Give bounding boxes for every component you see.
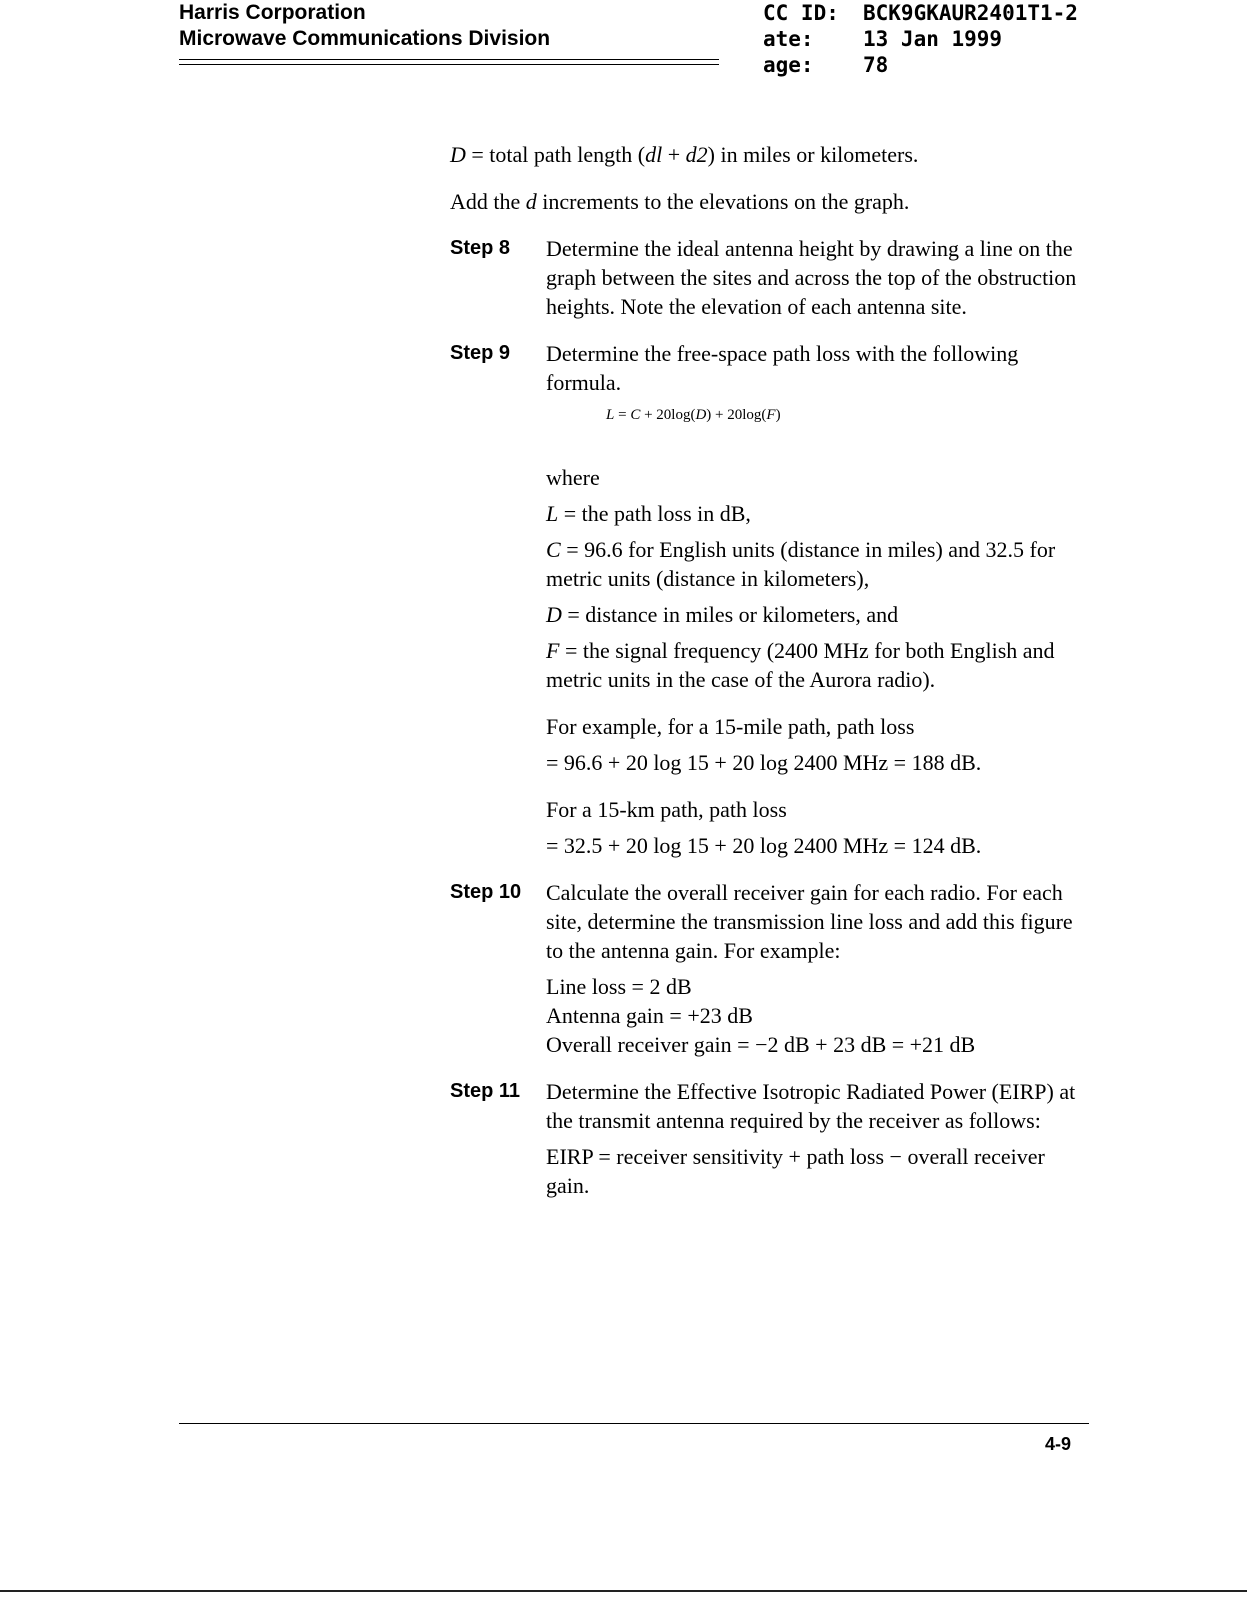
header-left	[179, 0, 550, 52]
example-miles-line2: = 96.6 + 20 log 15 + 20 log 2400 MHz = 188 dB.	[546, 750, 982, 775]
step-11-text: Determine the Effective Isotropic Radiated Power (EIRP) at the transmit antenna required by the receiver as follows:	[546, 1079, 1076, 1133]
date-label: ate:	[763, 27, 814, 51]
company-name: Harris Corporation	[179, 1, 366, 24]
fcc-id-row	[763, 0, 1078, 26]
eirp-formula: EIRP = receiver sensitivity + path loss − overall receiver gain.	[546, 1144, 1045, 1198]
def-d: D = distance in miles or kilometers, and	[546, 602, 899, 627]
line-loss: Line loss = 2 dB	[546, 974, 692, 999]
date-row	[763, 26, 1078, 52]
add-increments: Add the d increments to the elevations on the graph.	[450, 189, 910, 214]
division-name: Microwave Communications Division	[179, 27, 551, 50]
antenna-gain: Antenna gain = +23 dB	[546, 1003, 753, 1028]
example-miles-line1: For example, for a 15-mile path, path loss	[546, 714, 915, 739]
step-9	[450, 339, 1090, 397]
body-text	[450, 140, 1090, 1218]
path-loss-formula: L = C + 20log(D) + 20log(F)	[606, 407, 781, 423]
step-10-label: Step 10	[450, 881, 522, 903]
def-f: F = the signal frequency (2400 MHz for both English and metric units in the case of the Aurora radio).	[546, 638, 1055, 692]
step-8-label: Step 8	[450, 237, 511, 259]
where-text: where	[546, 465, 600, 490]
step-9-label: Step 9	[450, 342, 511, 364]
scan-edge-line	[0, 1590, 1247, 1592]
fcc-id-label: CC ID:	[763, 1, 839, 25]
step-8-text: Determine the ideal antenna height by drawing a line on the graph between the sites and across the top of the obstruction heights. Note the elevation of each antenna site.	[546, 236, 1077, 319]
footer-rule	[179, 1423, 1089, 1424]
step-8	[450, 234, 1090, 321]
step-10	[450, 878, 1090, 965]
step-9-text: Determine the free-space path loss with the following formula.	[546, 341, 1019, 395]
def-l: L = the path loss in dB,	[546, 501, 751, 526]
example-km-line2: = 32.5 + 20 log 15 + 20 log 2400 MHz = 124 dB.	[546, 833, 982, 858]
step-11-label: Step 11	[450, 1080, 521, 1102]
date-value: 13 Jan 1999	[863, 27, 1003, 51]
header-rule-bottom	[179, 64, 719, 65]
d-definition: D = total path length (dl + d2) in miles or kilometers.	[450, 142, 919, 167]
example-km-line1: For a 15-km path, path loss	[546, 797, 787, 822]
page-row	[763, 52, 1078, 78]
overall-gain: Overall receiver gain = −2 dB + 23 dB = +21 dB	[546, 1032, 976, 1057]
page-number: 4-9	[1045, 1434, 1072, 1454]
fcc-id-value: BCK9GKAUR2401T1-2	[863, 1, 1078, 25]
def-c: C = 96.6 for English units (distance in miles) and 32.5 for metric units (distance in kilometers),	[546, 537, 1056, 591]
header-rule-top	[179, 59, 719, 60]
step-11	[450, 1077, 1090, 1135]
step-10-text: Calculate the overall receiver gain for each radio. For each site, determine the transmission line loss and add this figure to the antenna gain. For example:	[546, 880, 1073, 963]
header-right	[763, 0, 1078, 78]
page-label: age:	[763, 53, 814, 77]
page-value: 78	[863, 53, 889, 77]
